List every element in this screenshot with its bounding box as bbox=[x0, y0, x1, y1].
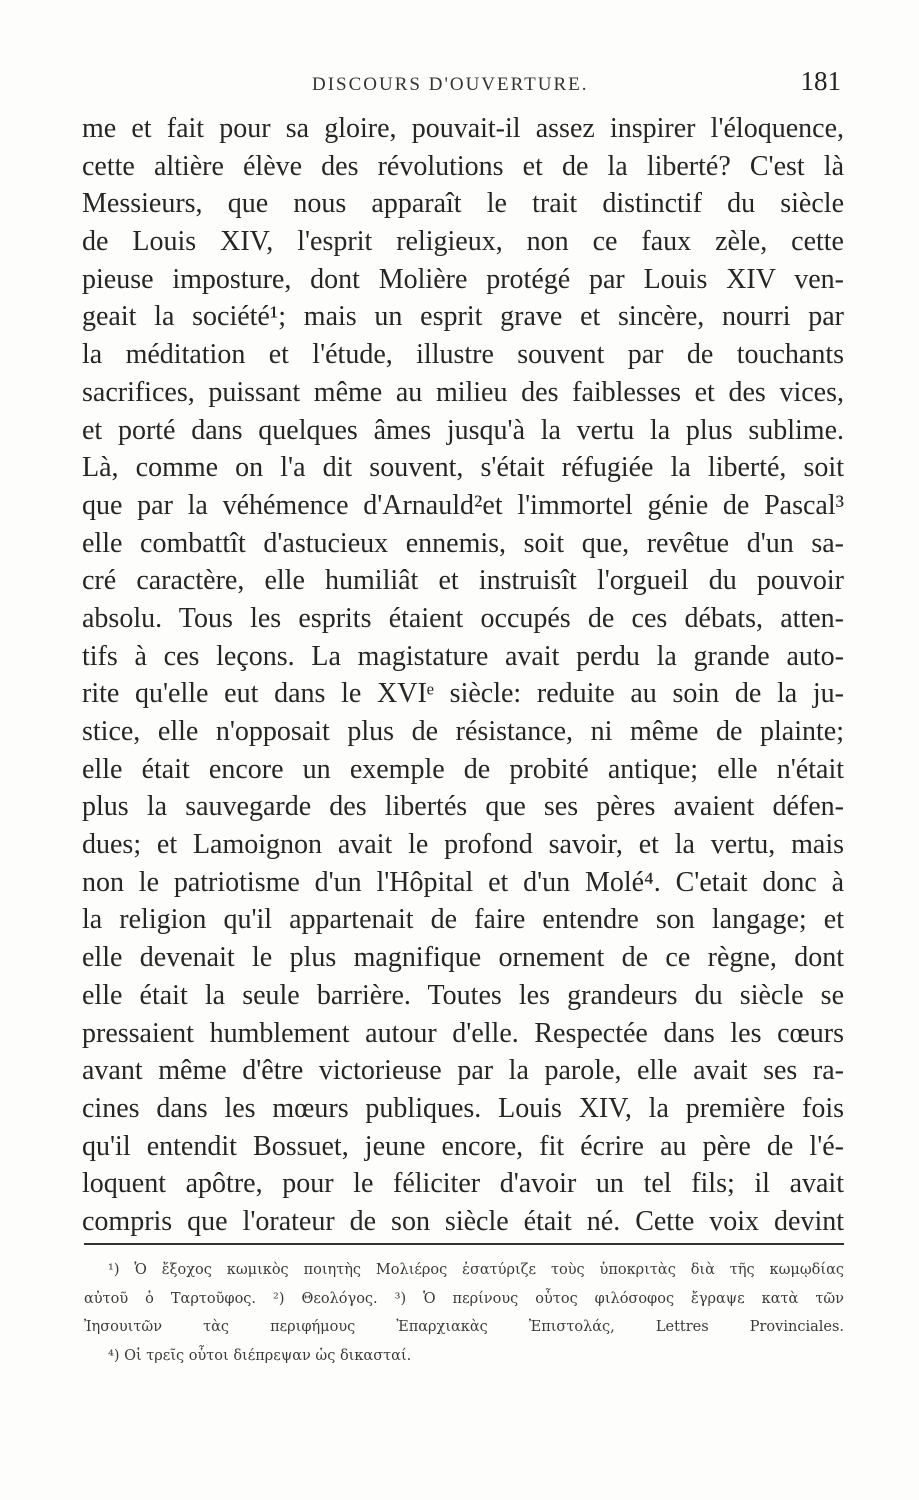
body-text bbox=[82, 110, 844, 1241]
text-line: Là, comme on l'a dit souvent, s'était réfugiée la liberté, soit bbox=[82, 452, 844, 484]
text-line: plus la sauvegarde des libertés que ses pères avaient défen- bbox=[82, 791, 844, 823]
text-line: elle devenait le plus magnifique ornement de ce règne, dont bbox=[82, 942, 844, 974]
page-header bbox=[82, 66, 841, 106]
text-line: elle était encore un exemple de probité antique; elle n'était bbox=[82, 753, 844, 785]
footnote-line: ⁴) Οἱ τρεῖς οὗτοι διέπρεψαν ὡς δικασταί. bbox=[108, 1347, 412, 1364]
text-line: tifs à ces leçons. La magistature avait perdu la grande auto- bbox=[82, 640, 844, 672]
text-line: non le patriotisme d'un l'Hôpital et d'un Molé⁴. C'etait donc à bbox=[82, 866, 844, 898]
text-line: sacrifices, puissant même au milieu des faiblesses et des vices, bbox=[82, 376, 844, 408]
text-line: qu'il entendit Bossuet, jeune encore, fit écrire au père de l'é- bbox=[82, 1130, 844, 1162]
text-line: elle était la seule barrière. Toutes les grandeurs du siècle se bbox=[82, 979, 844, 1011]
text-line: geait la société¹; mais un esprit grave et sincère, nourri par bbox=[82, 301, 844, 333]
text-line: pieuse imposture, dont Molière protégé par Louis XIV ven- bbox=[82, 263, 844, 295]
text-line: compris que l'orateur de son siècle était né. Cette voix devint bbox=[82, 1205, 844, 1237]
page-number: 181 bbox=[800, 66, 841, 96]
footnote-line: ¹) Ὁ ἔξοχος κωμικὸς ποιητὴς Μολιέρος ἐσατύριζε τοὺς ὑποκριτὰς διὰ τῆς κωμῳδίας bbox=[108, 1262, 844, 1278]
text-line: loquent apôtre, pour le féliciter d'avoir un tel fils; il avait bbox=[82, 1168, 844, 1200]
footnote-rule bbox=[84, 1243, 844, 1245]
text-line: la religion qu'il appartenait de faire entendre son langage; et bbox=[82, 904, 844, 936]
footnote-line: Ἰησουιτῶν τὰς περιφήμους Ἐπαρχιακὰς Ἐπιστολάς, Lettres Provinciales. bbox=[84, 1319, 844, 1335]
text-line: avant même d'être victorieuse par la parole, elle avait ses ra- bbox=[82, 1055, 844, 1087]
text-line: et porté dans quelques âmes jusqu'à la vertu la plus sublime. bbox=[82, 414, 844, 446]
text-line: absolu. Tous les esprits étaient occupés de ces débats, atten- bbox=[82, 602, 844, 634]
footnote-line: αὐτοῦ ὁ Ταρτοῦφος. ²) Θεολόγος. ³) Ὁ περίνους οὗτος φιλόσοφος ἔγραψε κατὰ τῶν bbox=[84, 1290, 844, 1307]
text-line: la méditation et l'étude, illustre souvent par de touchants bbox=[82, 339, 844, 371]
text-line: stice, elle n'opposait plus de résistance, ni même de plainte; bbox=[82, 716, 844, 747]
text-line: pressaient humblement autour d'elle. Respectée dans les cœurs bbox=[82, 1017, 844, 1049]
text-line: cines dans les mœurs publiques. Louis XIV, la première fois bbox=[82, 1092, 844, 1124]
text-line: cré caractère, elle humiliât et instruisît l'orgueil du pouvoir bbox=[82, 565, 844, 597]
text-line: me et fait pour sa gloire, pouvait-il assez inspirer l'éloquence, bbox=[82, 113, 844, 144]
text-line: rite qu'elle eut dans le XVIᵉ siècle: reduite au soin de la ju- bbox=[82, 678, 844, 710]
text-line: que par la véhémence d'Arnauld²et l'immortel génie de Pascal³ bbox=[82, 489, 844, 521]
text-line: dues; et Lamoignon avait le profond savoir, et la vertu, mais bbox=[82, 829, 844, 861]
text-line: cette altière élève des révolutions et de la liberté? C'est là bbox=[82, 150, 844, 182]
text-line: Messieurs, que nous apparaît le trait distinctif du siècle bbox=[82, 188, 844, 220]
text-line: elle combattît d'astucieux ennemis, soit que, revêtue d'un sa- bbox=[82, 527, 844, 559]
running-title: DISCOURS D'OUVERTURE. bbox=[312, 74, 589, 95]
text-line: de Louis XIV, l'esprit religieux, non ce faux zèle, cette bbox=[82, 226, 844, 258]
footnotes bbox=[84, 1256, 844, 1370]
